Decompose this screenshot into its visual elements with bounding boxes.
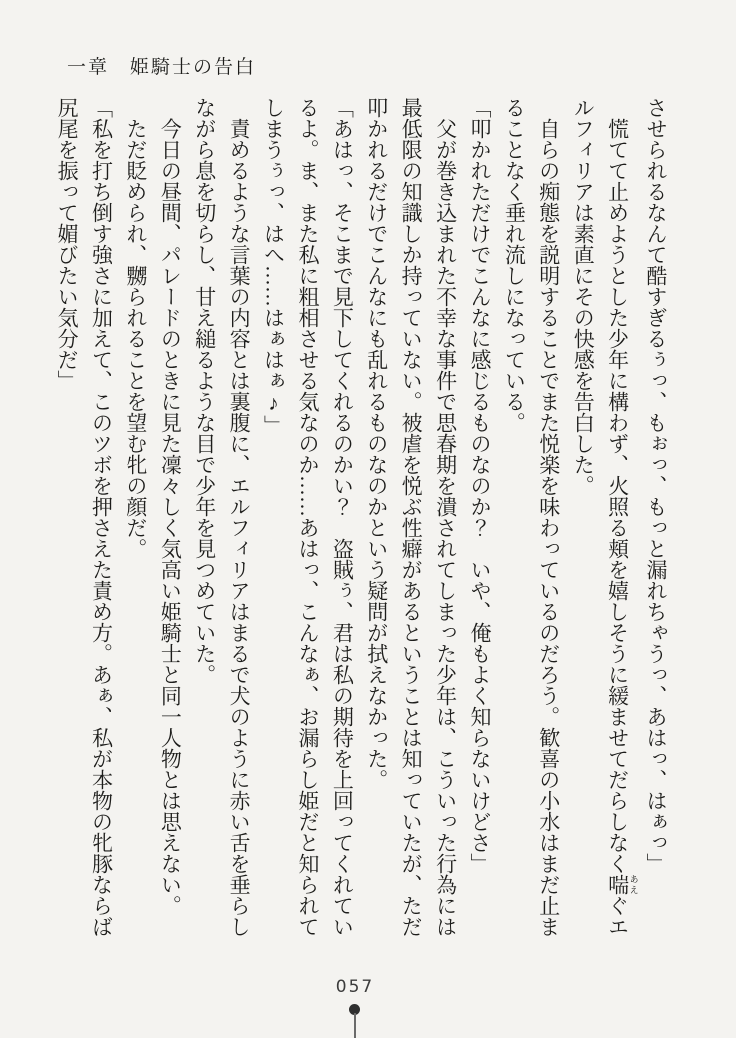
paragraph: 父が巻き込まれた不幸な事件で思春期を潰されてしまった少年は、こういった行為には最低限の知識しか持っていない。被虐を悦ぶ性癖があるということは知っていたが、ただ叩かれるだけでこんなにも乱れるものなのかという疑問が拭えなかった。 <box>364 97 458 937</box>
paragraph: 「叩かれただけでこんなに感じるものなのか？ いや、俺もよく知らないけどさ」 <box>467 97 492 874</box>
paragraph: ただ貶められ、嬲られることを望む牝の顔だ。 <box>123 118 148 559</box>
paragraph: 慌てて止めようとした少年に構わず、火照る頬を嬉しそうに緩ませてだらしなく喘 あえぐエルフィリアは素直にその快感を告白した。 <box>571 97 639 937</box>
paragraph: させられるなんて酷すぎるぅっ、もぉっ、もっと漏れちゃうっ、あはっ、はぁっ」 <box>644 97 668 874</box>
page-marker-line <box>354 1013 356 1038</box>
paragraph: 「私を打ち倒す強さに加えて、このツボを押さえた責め方。あぁ、私が本物の牝豚ならば尻尾を振って媚びたい気分だ」 <box>55 97 114 937</box>
paragraph: 責めるような言葉の内容とは裏腹に、エルフィリアはまるで犬のように赤い舌を垂らしながら息を切らし、甘え縋るような目で少年を見つめていた。 <box>192 97 252 937</box>
chapter-header: 一章 姫騎士の告白 <box>67 57 257 78</box>
furigana-ruby: 喘 あえ <box>605 874 639 895</box>
paragraph: 「あはっ、そこまで見下してくれるのかい？ 盗賊ぅ、君は私の期待を上回ってくれているよ。ま、また私に粗相させる気なのか……あはっ、こんなぁ、お漏らし姫だと知られてしまうぅっ、はへ……はぁはぁ♪」 <box>261 97 355 937</box>
paragraph: 今日の昼間、パレードのときに見た凜々しく気高い姫騎士と同一人物とは思えない。 <box>158 118 183 916</box>
paragraph: 自らの痴態を説明することでまた悦楽を味わっているのだろう。歓喜の小水はまだ止まることなく垂れ流しになっている。 <box>502 97 561 937</box>
page-number: 057 <box>335 977 375 997</box>
body-text <box>49 97 673 945</box>
